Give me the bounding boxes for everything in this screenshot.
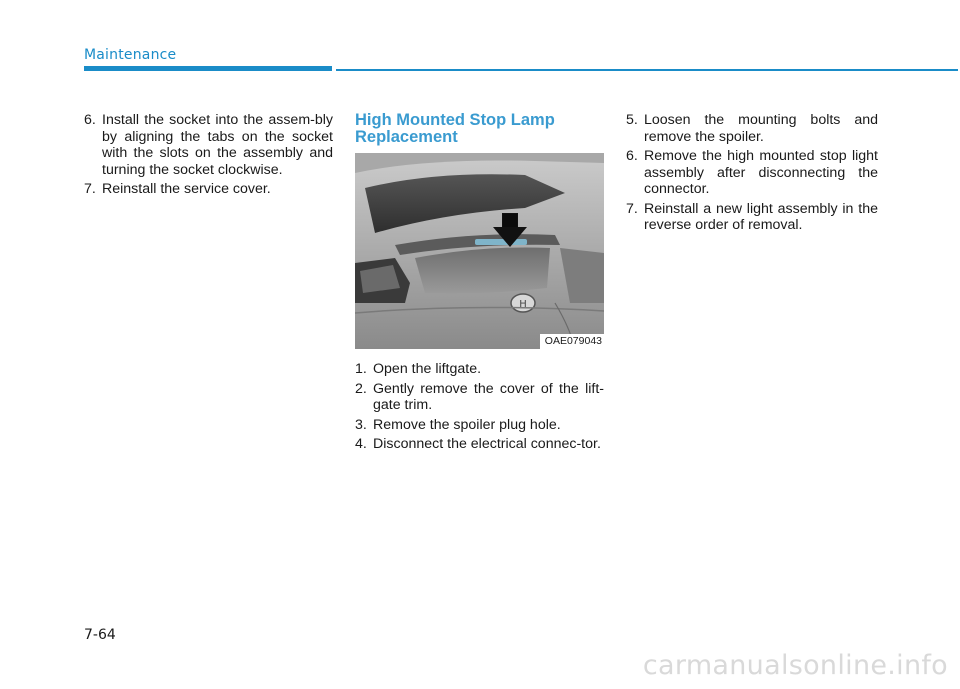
step-text: Reinstall a new light assembly in the reverse order of removal. <box>644 200 878 233</box>
step-number: 6. <box>626 148 638 164</box>
list-item <box>626 112 878 145</box>
section-title: Maintenance <box>84 47 177 63</box>
right-column <box>626 112 878 237</box>
list-item <box>84 112 333 178</box>
step-number: 1. <box>355 361 367 377</box>
list-item <box>84 181 333 198</box>
step-number: 3. <box>355 416 367 433</box>
step-text: Gently remove the cover of the lift-gate trim. <box>373 380 604 413</box>
list-item <box>626 148 878 198</box>
step-text: Disconnect the electrical connec-tor. <box>373 436 601 452</box>
watermark: carmanualsonline.info <box>642 650 948 681</box>
step-number: 5. <box>626 112 638 128</box>
step-text: Reinstall the service cover. <box>102 181 271 197</box>
list-item <box>355 436 604 453</box>
step-number: 4. <box>355 436 367 452</box>
car-rear-illustration <box>355 153 604 349</box>
section-heading: High Mounted Stop Lamp Replacement <box>355 111 555 146</box>
page-number: 7-64 <box>84 627 116 643</box>
list-item <box>355 417 604 434</box>
middle-column <box>355 112 604 456</box>
step-text: Remove the high mounted stop light assembly after disconnecting the connector. <box>644 148 878 197</box>
middle-steps-list <box>355 361 604 453</box>
step-text: Install the socket into the assem-bly by aligning the tabs on the socket with the slots on the assembly and turning the socket clockwise. <box>102 112 333 178</box>
step-text: Remove the spoiler plug hole. <box>373 416 561 433</box>
figure <box>355 153 604 349</box>
header-rule-thin <box>336 69 958 71</box>
list-item <box>355 381 604 414</box>
step-number: 7. <box>84 181 96 197</box>
step-text: Loosen the mounting bolts and remove the spoiler. <box>644 112 878 145</box>
figure-code: OAE079043 <box>540 334 604 349</box>
right-steps-list <box>626 112 878 234</box>
step-number: 6. <box>84 112 96 128</box>
list-item <box>355 361 604 378</box>
left-steps-list <box>84 112 333 198</box>
left-column <box>84 112 333 201</box>
list-item <box>626 201 878 234</box>
step-number: 2. <box>355 380 367 397</box>
svg-text:H: H <box>519 299 527 310</box>
step-text: Open the liftgate. <box>373 361 482 377</box>
header-rule-thick <box>84 66 332 71</box>
step-number: 7. <box>626 200 638 217</box>
